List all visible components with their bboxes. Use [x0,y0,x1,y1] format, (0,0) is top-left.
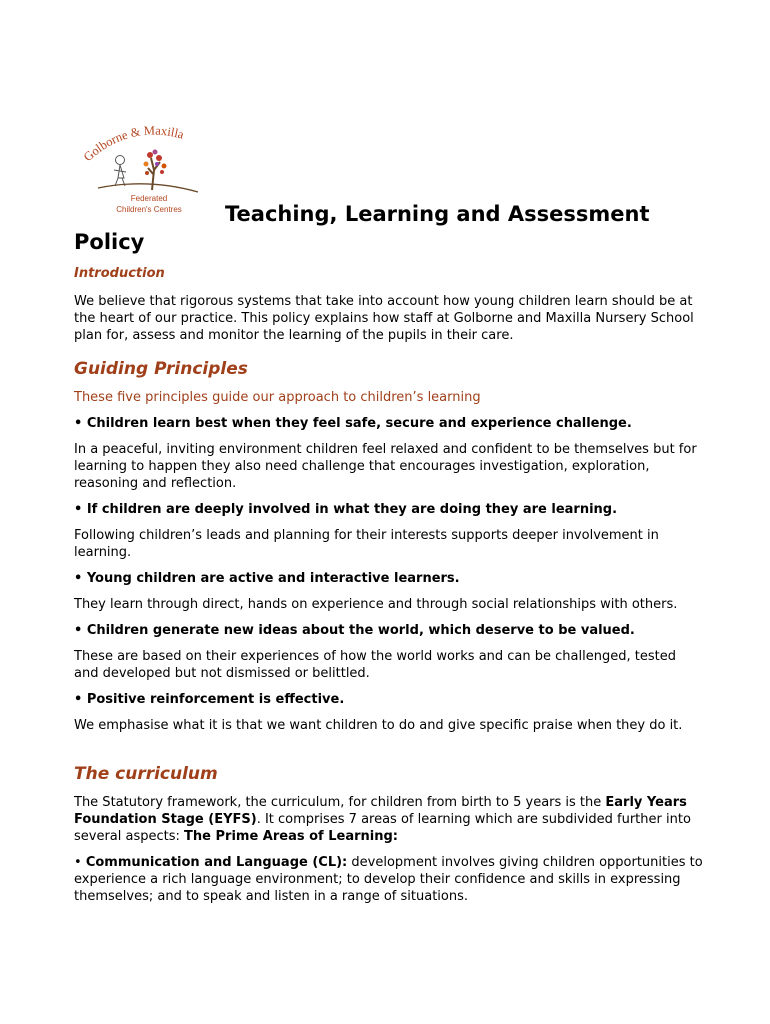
curriculum-paragraph-1 [74,794,704,845]
principles-heading: Guiding Principles [74,359,248,379]
logo-arc-text: Golborne & Maxilla [80,123,186,165]
intro-heading: Introduction [74,266,165,281]
principle-4-text: These are based on their experiences of how the world works and can be challenged, tested and developed but not dismissed or belittled. [74,649,676,681]
principle-5-title: • Positive reinforcement is effective. [74,692,345,707]
title-line1: Teaching, Learning and Assessment [225,202,650,226]
curriculum-heading: The curriculum [74,764,218,784]
principle-3-title: • Young children are active and interactive learners. [74,571,460,586]
principle-5-text: We emphasise what it is that we want children to do and give specific praise when they do it. [74,718,683,733]
curriculum-p1-c: . It comprises 7 areas of learning which are subdivided further into several aspects: [74,812,691,844]
document-body [74,265,704,914]
curriculum-p2-text: development involves giving children opportunities to experience a rich language environment; to develop their confidence and skills in expressing themselves; and to speak and listen in a range of situations. [74,855,703,904]
principle-4-title: • Children generate new ideas about the world, which deserve to be valued. [74,623,635,638]
logo-line1: Federated [130,194,168,203]
curriculum-p1-prime: The Prime Areas of Learning: [184,829,398,844]
page-title [74,200,714,256]
principle-1-text: In a peaceful, inviting environment children feel relaxed and confident to be themselves but for learning to happen they also need challenge that encourages investigation, exploration, reasoning and reflection. [74,442,697,491]
curriculum-p1-eyfs: Early Years Foundation Stage (EYFS) [74,795,687,827]
principle-2-text: Following children’s leads and planning for their interests supports deeper involvement in learning. [74,528,659,560]
curriculum-paragraph-2 [74,854,704,905]
principles-subheading: These five principles guide our approach to children’s learning [74,390,481,405]
principle-1-title: • Children learn best when they feel safe, secure and experience challenge. [74,416,632,431]
intro-text: We believe that rigorous systems that take into account how young children learn should be at the heart of our practice. This policy explains how staff at Golborne and Maxilla Nursery School plan for, assess and monitor the learning of the pupils in their care. [74,294,694,343]
curriculum-p2-cl: Communication and Language (CL): [85,855,348,870]
principle-3-text [50,596,704,613]
logo-line2: Children's Centres [116,205,182,214]
title-line2: Policy [74,230,145,254]
principle-2-title: • If children are deeply involved in what they are doing they are learning. [74,502,618,517]
curriculum-p1-a: The Statutory framework, the curriculum, for children from birth to 5 years is the [74,795,606,810]
curriculum-p2-bullet: • [74,855,86,870]
ground-line [98,184,198,192]
principle-3-text-span: They learn through direct, hands on experience and through social relationships with others. [74,597,678,612]
child-figure-icon [114,156,126,187]
